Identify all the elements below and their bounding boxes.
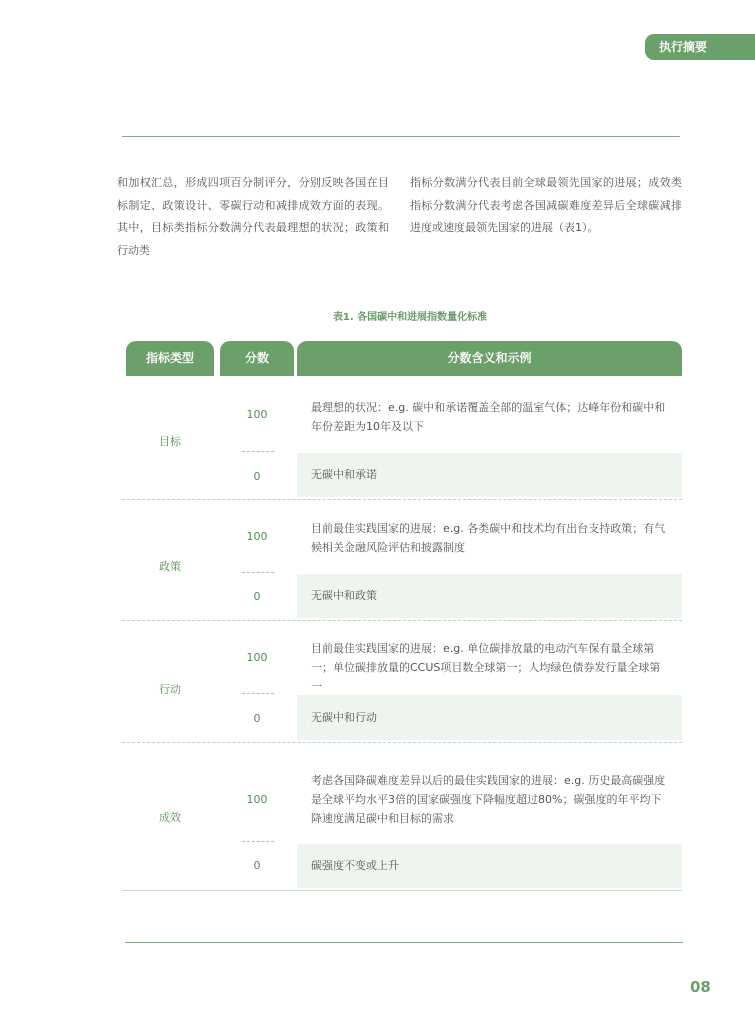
group-label: 目标 bbox=[159, 435, 181, 448]
table-group-outcome bbox=[122, 743, 682, 891]
group-label: 成效 bbox=[159, 811, 181, 824]
page-number: 08 bbox=[690, 978, 711, 996]
table-group-policy bbox=[122, 500, 682, 621]
intro-text-right: 指标分数满分代表目前全球最领先国家的进展；成效类指标分数满分代表考虑各国减碳难度差异后全球碳减排进度或速度最领先国家的进展（表1）。 bbox=[410, 176, 682, 234]
table-header-row bbox=[122, 341, 682, 376]
score-low: 0 bbox=[253, 590, 261, 603]
desc-low: 碳强度不变或上升 bbox=[297, 844, 682, 888]
desc-high: 考虑各国降碳难度差异以后的最佳实践国家的进展：e.g. 历史最高碳强度是全球平均水平3倍的国家碳强度下降幅度超过80%；碳强度的年平均下降速度满足碳中和目标的需求 bbox=[311, 774, 666, 825]
desc-high: 目前最佳实践国家的进展：e.g. 各类碳中和技术均有出台支持政策；有气候相关金融风险评估和披露制度 bbox=[311, 522, 666, 554]
score-high: 100 bbox=[246, 530, 268, 543]
score-low: 0 bbox=[253, 859, 261, 872]
criteria-table bbox=[122, 341, 682, 891]
table-group-target bbox=[122, 376, 682, 500]
table-title: 表1. 各国碳中和进展指数量化标准 bbox=[332, 312, 488, 323]
section-tab: 执行摘要 bbox=[645, 34, 755, 60]
group-label: 行动 bbox=[159, 683, 181, 696]
score-high: 100 bbox=[246, 408, 268, 421]
group-label: 政策 bbox=[159, 560, 181, 573]
desc-low: 无碳中和行动 bbox=[297, 695, 682, 740]
score-separator bbox=[242, 572, 274, 573]
intro-text-left: 和加权汇总，形成四项百分制评分，分别反映各国在目标制定、政策设计、零碳行动和减排成效方面的表现。其中，目标类指标分数满分代表最理想的状况；政策和行动类 bbox=[117, 176, 389, 257]
bottom-divider bbox=[125, 942, 683, 943]
score-high: 100 bbox=[246, 651, 268, 664]
desc-high: 最理想的状况：e.g. 碳中和承诺覆盖全部的温室气体；达峰年份和碳中和年份差距为10年及以下 bbox=[311, 401, 666, 433]
header-indicator-type: 指标类型 bbox=[126, 341, 214, 376]
score-separator bbox=[242, 841, 274, 842]
score-low: 0 bbox=[253, 470, 261, 483]
score-separator bbox=[242, 451, 274, 452]
score-high: 100 bbox=[246, 793, 268, 806]
desc-low: 无碳中和承诺 bbox=[297, 453, 682, 497]
table-group-action bbox=[122, 621, 682, 743]
desc-high: 目前最佳实践国家的进展：e.g. 单位碳排放量的电动汽车保有量全球第一；单位碳排放量的CCUS项目数全球第一；人均绿色债券发行量全球第一 bbox=[311, 642, 661, 693]
desc-low: 无碳中和政策 bbox=[297, 574, 682, 618]
score-separator bbox=[242, 693, 274, 694]
header-meaning: 分数含义和示例 bbox=[297, 341, 682, 376]
top-divider bbox=[122, 136, 680, 137]
header-score: 分数 bbox=[220, 341, 294, 376]
score-low: 0 bbox=[253, 712, 261, 725]
